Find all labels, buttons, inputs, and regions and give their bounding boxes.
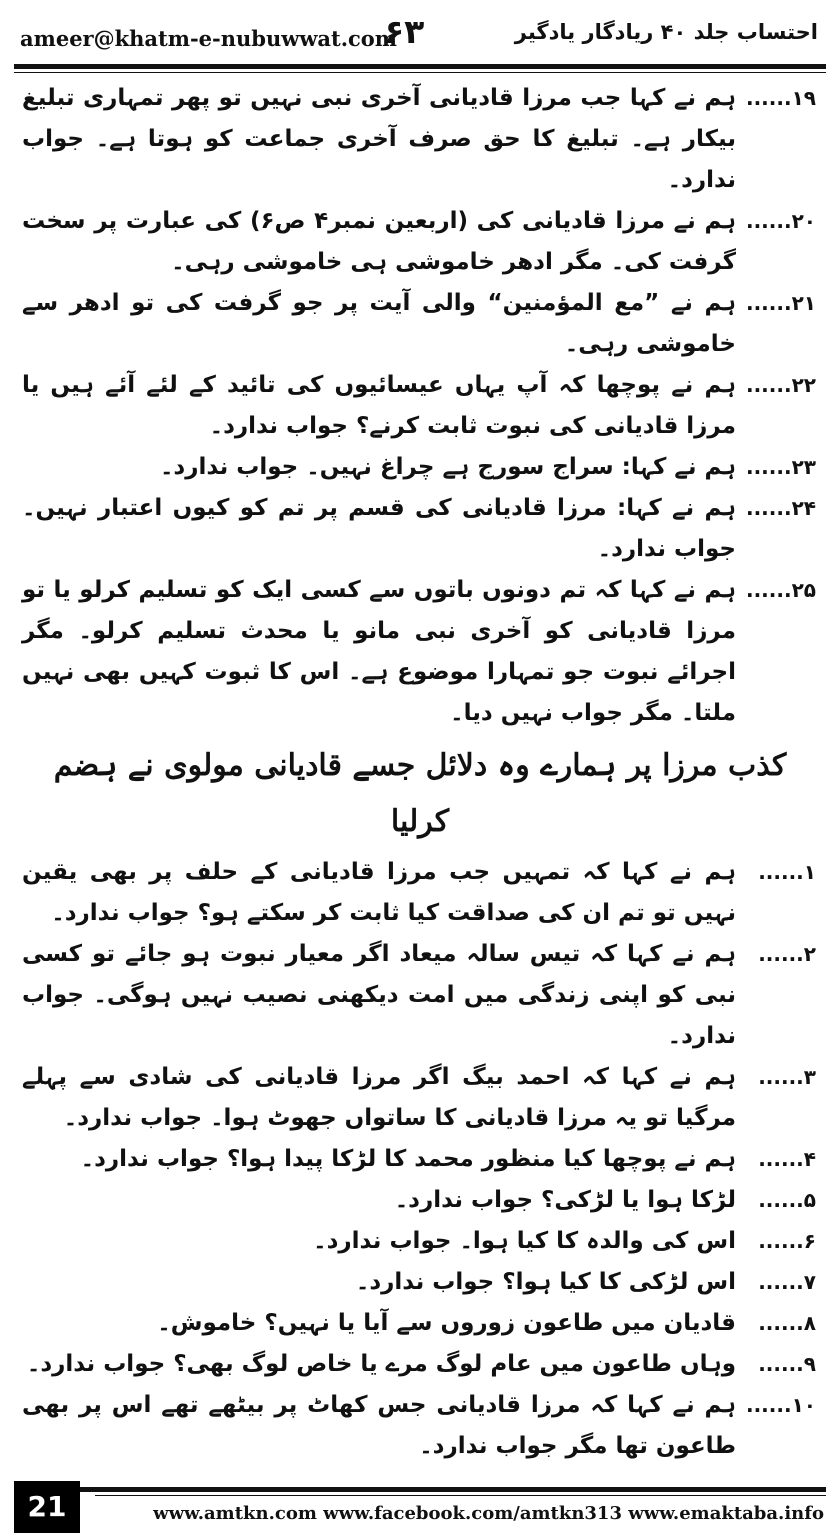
- numbered-list-part2: [22, 852, 818, 1467]
- item-text: ہم نے ”مع المؤمنین“ والی آیت پر جو گرفت کی تو ادھر سے خاموشی رہی۔: [22, 290, 736, 357]
- item-text: ہم نے کہا: سراج سورج ہے چراغ نہیں۔ جواب ندارد۔: [159, 454, 736, 480]
- list-item: [22, 1180, 818, 1221]
- list-item: [22, 201, 818, 283]
- list-item: [22, 934, 818, 1057]
- item-number: ۲۰......: [745, 209, 816, 233]
- item-number: ۲۵......: [745, 578, 816, 602]
- item-number: ۸......: [758, 1311, 816, 1335]
- item-text: ہم نے کہا کہ مرزا قادیانی جس کھاٹ پر بیٹھے تھے اس پر بھی طاعون تھا مگر جواب ندارد۔: [22, 1392, 736, 1459]
- footer-urls[interactable]: www.amtkn.com www.facebook.com/amtkn313 www.emaktaba.info: [153, 1503, 824, 1524]
- header-email[interactable]: ameer@khatm-e-nubuwwat.com: [20, 26, 398, 51]
- item-number: ۱......: [758, 860, 816, 884]
- list-item: [22, 1344, 818, 1385]
- item-text: ہم نے کہا کہ تمہیں جب مرزا قادیانی کے حلف پر بھی یقین نہیں تو تم ان کی صداقت کیا ثابت کر سکتے ہو؟ جواب ندارد۔: [22, 859, 736, 926]
- item-number: ۹......: [758, 1352, 816, 1376]
- item-number: ۵......: [758, 1188, 816, 1212]
- item-text: ہم نے پوچھا کہ آپ یہاں عیسائیوں کی تائید کے لئے آئے ہیں یا مرزا قادیانی کی نبوت ثابت کرنے؟ جواب ندارد۔: [22, 372, 736, 439]
- header-page-number: ۶۳: [384, 12, 425, 51]
- footer-page-number: 21: [14, 1481, 80, 1533]
- list-item: [22, 570, 818, 734]
- item-number: ۲۴......: [745, 496, 816, 520]
- list-item: [22, 447, 818, 488]
- header-rule-thin: [14, 72, 826, 73]
- list-item: [22, 1139, 818, 1180]
- item-number: ۲۲......: [745, 373, 816, 397]
- item-text: ہم نے کہا کہ تم دونوں باتوں سے کسی ایک کو تسلیم کرلو یا تو مرزا قادیانی کو آخری نبی مانو یا محدث تسلیم کرلو۔ مگر اجرائے نبوت جو تمہارا موضوع ہے۔ اس کا ثبوت کہیں بھی نہیں ملتا۔ مگر جواب نہیں دیا۔: [22, 577, 736, 726]
- item-number: ۲۱......: [745, 291, 816, 315]
- list-item: [22, 1262, 818, 1303]
- item-number: ۶......: [758, 1229, 816, 1253]
- item-text: اس کی والدہ کا کیا ہوا۔ جواب ندارد۔: [313, 1228, 736, 1254]
- list-item: [22, 1385, 818, 1467]
- list-item: [22, 488, 818, 570]
- item-text: ہم نے کہا جب مرزا قادیانی آخری نبی نہیں تو پھر تمہاری تبلیغ بیکار ہے۔ تبلیغ کا حق صرف آخری جماعت کو ہوتا ہے۔ جواب ندارد۔: [22, 85, 736, 193]
- header-rule-thick: [14, 64, 826, 69]
- list-item: [22, 1057, 818, 1139]
- item-text: ہم نے کہا: مرزا قادیانی کی قسم پر تم کو کیوں اعتبار نہیں۔ جواب ندارد۔: [22, 495, 736, 562]
- list-item: [22, 1303, 818, 1344]
- item-text: لڑکا ہوا یا لڑکی؟ جواب ندارد۔: [394, 1187, 736, 1213]
- list-item: [22, 283, 818, 365]
- item-number: ۲......: [758, 942, 816, 966]
- item-number: ۱۹......: [745, 86, 816, 110]
- footer-rule-thin: [95, 1495, 826, 1496]
- item-number: ۷......: [758, 1270, 816, 1294]
- item-number: ۲۳......: [745, 455, 816, 479]
- page-content: [22, 78, 818, 1462]
- item-text: ہم نے کہا کہ تیس سالہ میعاد اگر معیار نبوت ہو جائے تو کسی نبی کو اپنی زندگی میں امت دیکھنی نصیب نہیں ہوگی۔ جواب ندارد۔: [22, 941, 736, 1049]
- list-item: [22, 78, 818, 201]
- item-text: ہم نے مرزا قادیانی کی (اربعین نمبر۴ ص۶) کی عبارت پر سخت گرفت کی۔ مگر ادھر خاموشی ہی خاموشی رہی۔: [22, 208, 736, 275]
- item-number: ۱۰......: [745, 1393, 816, 1417]
- list-item: [22, 1221, 818, 1262]
- numbered-list-part1: [22, 78, 818, 734]
- page-header: [14, 8, 826, 64]
- item-number: ۳......: [758, 1065, 816, 1089]
- item-text: ہم نے کہا کہ احمد بیگ اگر مرزا قادیانی کی شادی سے پہلے مرگیا تو یہ مرزا قادیانی کا ساتواں جھوٹ ہوا۔ جواب ندارد۔: [22, 1064, 736, 1131]
- item-text: اس لڑکی کا کیا ہوا؟ جواب ندارد۔: [355, 1269, 736, 1295]
- item-text: ہم نے پوچھا کیا منظور محمد کا لڑکا پیدا ہوا؟ جواب ندارد۔: [80, 1146, 736, 1172]
- list-item: [22, 365, 818, 447]
- item-text: قادیان میں طاعون زوروں سے آیا یا نہیں؟ خاموش۔: [157, 1310, 736, 1336]
- footer-rule-thick: [14, 1487, 826, 1492]
- section-title: کذب مرزا پر ہمارے وہ دلائل جسے قادیانی مولوی نے ہضم کرلیا: [53, 748, 787, 839]
- header-book-title: احتساب جلد ۴۰ ریادگار یادگیر: [514, 20, 818, 44]
- list-item: [22, 852, 818, 934]
- item-text: وہاں طاعون میں عام لوگ مرے یا خاص لوگ بھی؟ جواب ندارد۔: [26, 1351, 736, 1377]
- item-number: ۴......: [758, 1147, 816, 1171]
